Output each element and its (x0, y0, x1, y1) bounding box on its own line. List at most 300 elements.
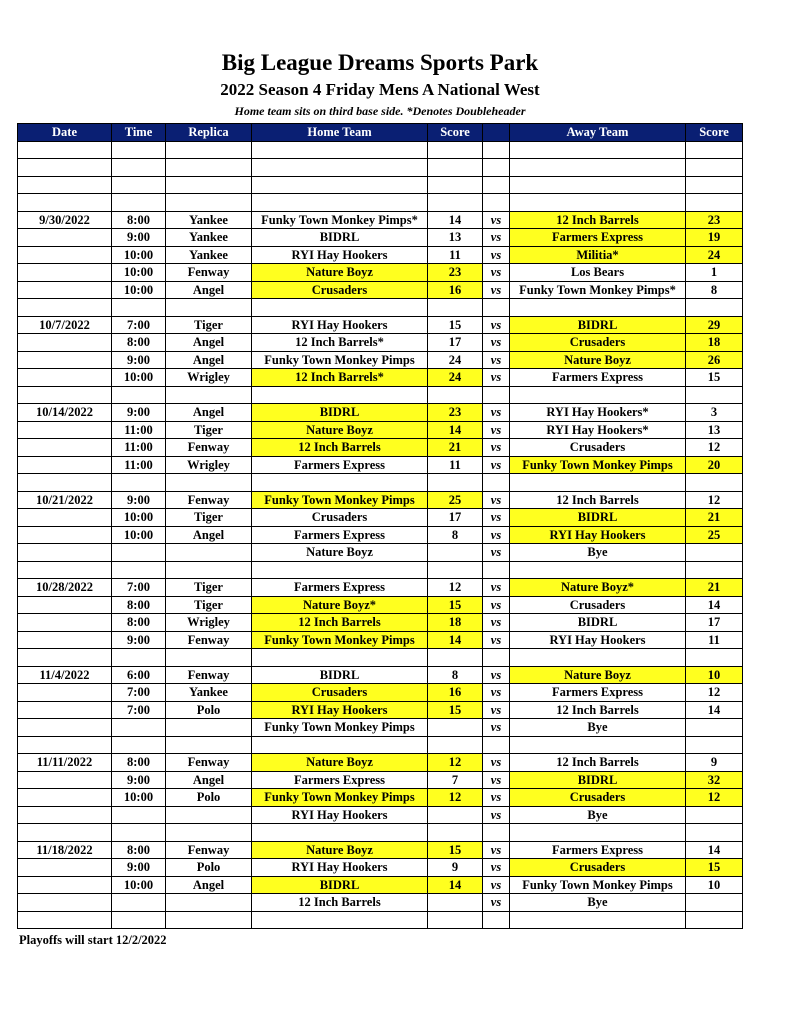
field-cell (166, 544, 252, 562)
field-cell (166, 806, 252, 824)
away-team-cell: Crusaders (510, 596, 686, 614)
home-score-cell: 11 (428, 456, 483, 474)
vs-cell: vs (483, 579, 510, 597)
field-cell: Polo (166, 859, 252, 877)
home-score-cell: 14 (428, 211, 483, 229)
separator-cell (252, 736, 428, 754)
separator-cell (112, 911, 166, 929)
away-team-cell: 12 Inch Barrels (510, 491, 686, 509)
vs-cell: vs (483, 351, 510, 369)
separator-cell (510, 474, 686, 492)
date-cell (18, 614, 112, 632)
away-team-cell: RYI Hay Hookers* (510, 421, 686, 439)
home-score-cell: 24 (428, 351, 483, 369)
vs-cell: vs (483, 631, 510, 649)
home-team-cell: RYI Hay Hookers (252, 701, 428, 719)
game-row (18, 684, 743, 702)
away-team-cell: RYI Hay Hookers (510, 631, 686, 649)
home-score-cell: 12 (428, 789, 483, 807)
home-score-cell: 12 (428, 579, 483, 597)
week-separator (18, 824, 743, 842)
field-cell (166, 719, 252, 737)
field-cell: Tiger (166, 316, 252, 334)
separator-cell (510, 736, 686, 754)
field-cell: Yankee (166, 684, 252, 702)
away-team-cell: RYI Hay Hookers* (510, 404, 686, 422)
separator-cell (112, 736, 166, 754)
separator-cell (510, 824, 686, 842)
date-cell (18, 334, 112, 352)
col-header-time: Time (112, 124, 166, 142)
away-team-cell: Nature Boyz (510, 666, 686, 684)
game-row (18, 351, 743, 369)
separator-cell (252, 561, 428, 579)
time-cell: 7:00 (112, 316, 166, 334)
home-team-cell: Farmers Express (252, 526, 428, 544)
separator-cell (166, 194, 252, 212)
field-cell: Fenway (166, 754, 252, 772)
home-team-cell: BIDRL (252, 229, 428, 247)
date-cell (18, 771, 112, 789)
home-score-cell: 8 (428, 526, 483, 544)
separator-cell (18, 299, 112, 317)
game-row (18, 719, 743, 737)
away-team-cell: 12 Inch Barrels (510, 211, 686, 229)
game-row (18, 579, 743, 597)
away-score-cell: 21 (686, 509, 743, 527)
home-score-cell: 9 (428, 859, 483, 877)
away-team-cell: BIDRL (510, 771, 686, 789)
empty-cell (166, 176, 252, 194)
separator-cell (18, 911, 112, 929)
home-team-cell: Nature Boyz (252, 264, 428, 282)
game-row (18, 456, 743, 474)
away-team-cell: Militia* (510, 246, 686, 264)
home-score-cell (428, 544, 483, 562)
date-cell (18, 369, 112, 387)
away-team-cell: Bye (510, 544, 686, 562)
away-score-cell: 9 (686, 754, 743, 772)
away-team-cell: Crusaders (510, 334, 686, 352)
separator-cell (428, 824, 483, 842)
field-cell: Fenway (166, 264, 252, 282)
date-cell (18, 509, 112, 527)
date-cell (18, 264, 112, 282)
separator-cell (483, 474, 510, 492)
date-cell: 10/21/2022 (18, 491, 112, 509)
game-row (18, 229, 743, 247)
page-title: Big League Dreams Sports Park (221, 50, 539, 75)
home-score-cell: 17 (428, 334, 483, 352)
time-cell: 7:00 (112, 579, 166, 597)
game-row (18, 789, 743, 807)
empty-cell (483, 159, 510, 177)
home-score-cell: 23 (428, 264, 483, 282)
separator-cell (252, 386, 428, 404)
vs-cell: vs (483, 666, 510, 684)
away-team-cell: Funky Town Monkey Pimps (510, 456, 686, 474)
separator-cell (686, 474, 743, 492)
field-cell: Fenway (166, 666, 252, 684)
col-header-vs (483, 124, 510, 142)
separator-cell (686, 386, 743, 404)
away-team-cell: Bye (510, 894, 686, 912)
home-team-cell: Farmers Express (252, 579, 428, 597)
separator-cell (428, 299, 483, 317)
game-row (18, 526, 743, 544)
vs-cell: vs (483, 719, 510, 737)
page-note: Home team sits on third base side. *Denotes Doubleheader (234, 104, 526, 118)
away-score-cell: 13 (686, 421, 743, 439)
away-score-cell (686, 806, 743, 824)
field-cell: Angel (166, 334, 252, 352)
home-score-cell (428, 806, 483, 824)
separator-cell (166, 824, 252, 842)
field-cell: Angel (166, 876, 252, 894)
away-score-cell: 20 (686, 456, 743, 474)
date-cell (18, 456, 112, 474)
away-team-cell: Farmers Express (510, 229, 686, 247)
field-cell: Wrigley (166, 456, 252, 474)
away-score-cell: 26 (686, 351, 743, 369)
time-cell: 9:00 (112, 404, 166, 422)
home-team-cell: Funky Town Monkey Pimps* (252, 211, 428, 229)
date-cell (18, 246, 112, 264)
blank-row (18, 141, 743, 159)
separator-cell (252, 474, 428, 492)
away-team-cell: Crusaders (510, 859, 686, 877)
away-score-cell: 18 (686, 334, 743, 352)
time-cell (112, 544, 166, 562)
field-cell: Angel (166, 351, 252, 369)
separator-cell (18, 194, 112, 212)
vs-cell: vs (483, 894, 510, 912)
empty-cell (686, 141, 743, 159)
date-cell (18, 631, 112, 649)
date-cell (18, 229, 112, 247)
home-score-cell: 14 (428, 876, 483, 894)
playoffs-note: Playoffs will start 12/2/2022 (19, 933, 167, 947)
separator-cell (252, 911, 428, 929)
away-team-cell: Nature Boyz* (510, 579, 686, 597)
away-team-cell: Farmers Express (510, 369, 686, 387)
time-cell: 7:00 (112, 701, 166, 719)
game-row (18, 876, 743, 894)
date-cell: 10/7/2022 (18, 316, 112, 334)
time-cell: 6:00 (112, 666, 166, 684)
home-score-cell (428, 719, 483, 737)
date-cell (18, 421, 112, 439)
vs-cell: vs (483, 369, 510, 387)
vs-cell: vs (483, 229, 510, 247)
away-score-cell: 14 (686, 841, 743, 859)
separator-cell (18, 649, 112, 667)
separator-cell (428, 736, 483, 754)
game-row (18, 404, 743, 422)
date-cell (18, 876, 112, 894)
away-score-cell: 10 (686, 876, 743, 894)
empty-cell (428, 141, 483, 159)
time-cell: 8:00 (112, 211, 166, 229)
vs-cell: vs (483, 789, 510, 807)
game-row (18, 421, 743, 439)
time-cell: 8:00 (112, 754, 166, 772)
away-score-cell: 8 (686, 281, 743, 299)
away-score-cell: 12 (686, 684, 743, 702)
separator-cell (686, 649, 743, 667)
empty-cell (166, 159, 252, 177)
time-cell: 9:00 (112, 859, 166, 877)
home-team-cell: Crusaders (252, 281, 428, 299)
field-cell: Angel (166, 404, 252, 422)
separator-cell (428, 561, 483, 579)
empty-cell (252, 141, 428, 159)
away-team-cell: Funky Town Monkey Pimps (510, 876, 686, 894)
away-team-cell: Los Bears (510, 264, 686, 282)
field-cell: Angel (166, 771, 252, 789)
away-score-cell: 12 (686, 789, 743, 807)
away-team-cell: RYI Hay Hookers (510, 526, 686, 544)
date-cell (18, 351, 112, 369)
home-score-cell: 14 (428, 421, 483, 439)
time-cell: 9:00 (112, 229, 166, 247)
date-cell (18, 596, 112, 614)
separator-cell (510, 194, 686, 212)
time-cell: 9:00 (112, 631, 166, 649)
separator-cell (18, 824, 112, 842)
time-cell: 10:00 (112, 526, 166, 544)
field-cell: Polo (166, 789, 252, 807)
separator-cell (166, 474, 252, 492)
home-team-cell: RYI Hay Hookers (252, 246, 428, 264)
empty-cell (686, 159, 743, 177)
home-team-cell: Funky Town Monkey Pimps (252, 719, 428, 737)
separator-cell (428, 194, 483, 212)
away-team-cell: 12 Inch Barrels (510, 701, 686, 719)
header-row (18, 124, 743, 142)
game-row (18, 264, 743, 282)
separator-cell (112, 474, 166, 492)
separator-cell (18, 474, 112, 492)
time-cell (112, 719, 166, 737)
away-team-cell: Funky Town Monkey Pimps* (510, 281, 686, 299)
away-team-cell: Crusaders (510, 789, 686, 807)
empty-cell (252, 159, 428, 177)
date-cell (18, 859, 112, 877)
empty-cell (483, 176, 510, 194)
separator-cell (428, 474, 483, 492)
game-row (18, 666, 743, 684)
date-cell (18, 806, 112, 824)
game-row (18, 859, 743, 877)
separator-cell (112, 386, 166, 404)
home-score-cell: 16 (428, 684, 483, 702)
home-score-cell: 8 (428, 666, 483, 684)
home-score-cell: 13 (428, 229, 483, 247)
vs-cell: vs (483, 614, 510, 632)
field-cell: Angel (166, 281, 252, 299)
separator-cell (686, 194, 743, 212)
home-team-cell: Farmers Express (252, 456, 428, 474)
field-cell: Yankee (166, 229, 252, 247)
game-row (18, 631, 743, 649)
time-cell: 9:00 (112, 351, 166, 369)
away-team-cell: Farmers Express (510, 684, 686, 702)
away-score-cell: 17 (686, 614, 743, 632)
home-score-cell: 7 (428, 771, 483, 789)
field-cell: Angel (166, 526, 252, 544)
home-score-cell: 14 (428, 631, 483, 649)
game-row (18, 894, 743, 912)
away-score-cell: 32 (686, 771, 743, 789)
away-score-cell: 14 (686, 596, 743, 614)
date-cell (18, 544, 112, 562)
time-cell: 11:00 (112, 456, 166, 474)
separator-cell (686, 911, 743, 929)
date-cell (18, 701, 112, 719)
week-separator (18, 649, 743, 667)
game-row (18, 701, 743, 719)
schedule-table (17, 123, 743, 929)
separator-cell (166, 299, 252, 317)
game-row (18, 754, 743, 772)
week-separator (18, 736, 743, 754)
vs-cell: vs (483, 596, 510, 614)
time-cell (112, 894, 166, 912)
away-score-cell: 19 (686, 229, 743, 247)
vs-cell: vs (483, 806, 510, 824)
away-score-cell (686, 719, 743, 737)
week-separator (18, 911, 743, 929)
vs-cell: vs (483, 509, 510, 527)
home-team-cell: Funky Town Monkey Pimps (252, 351, 428, 369)
col-header-away-team: Away Team (510, 124, 686, 142)
schedule-body (18, 141, 743, 929)
empty-cell (510, 141, 686, 159)
game-row (18, 806, 743, 824)
separator-cell (428, 649, 483, 667)
empty-cell (18, 141, 112, 159)
home-score-cell: 15 (428, 841, 483, 859)
time-cell: 8:00 (112, 614, 166, 632)
date-cell (18, 281, 112, 299)
field-cell: Fenway (166, 631, 252, 649)
field-cell: Tiger (166, 579, 252, 597)
separator-cell (483, 911, 510, 929)
separator-cell (252, 824, 428, 842)
home-team-cell: Crusaders (252, 684, 428, 702)
field-cell: Wrigley (166, 614, 252, 632)
date-cell: 11/18/2022 (18, 841, 112, 859)
home-team-cell: Farmers Express (252, 771, 428, 789)
vs-cell: vs (483, 859, 510, 877)
separator-cell (252, 194, 428, 212)
field-cell: Polo (166, 701, 252, 719)
empty-cell (166, 141, 252, 159)
time-cell: 10:00 (112, 789, 166, 807)
game-row (18, 369, 743, 387)
empty-cell (686, 176, 743, 194)
date-cell: 10/14/2022 (18, 404, 112, 422)
home-score-cell: 18 (428, 614, 483, 632)
separator-cell (510, 386, 686, 404)
away-score-cell: 14 (686, 701, 743, 719)
empty-cell (112, 141, 166, 159)
vs-cell: vs (483, 316, 510, 334)
empty-cell (510, 176, 686, 194)
home-team-cell: 12 Inch Barrels* (252, 369, 428, 387)
game-row (18, 334, 743, 352)
time-cell: 7:00 (112, 684, 166, 702)
away-team-cell: Bye (510, 719, 686, 737)
time-cell: 10:00 (112, 876, 166, 894)
field-cell (166, 894, 252, 912)
separator-cell (510, 649, 686, 667)
vs-cell: vs (483, 754, 510, 772)
home-score-cell: 11 (428, 246, 483, 264)
game-row (18, 439, 743, 457)
away-team-cell: BIDRL (510, 509, 686, 527)
empty-cell (18, 176, 112, 194)
separator-cell (483, 561, 510, 579)
col-header-date: Date (18, 124, 112, 142)
home-team-cell: BIDRL (252, 876, 428, 894)
vs-cell: vs (483, 544, 510, 562)
separator-cell (483, 194, 510, 212)
away-score-cell: 15 (686, 369, 743, 387)
home-score-cell: 15 (428, 701, 483, 719)
home-score-cell: 12 (428, 754, 483, 772)
away-score-cell: 15 (686, 859, 743, 877)
empty-cell (252, 176, 428, 194)
game-row (18, 596, 743, 614)
separator-cell (428, 386, 483, 404)
away-team-cell: Crusaders (510, 439, 686, 457)
week-separator (18, 194, 743, 212)
away-score-cell: 21 (686, 579, 743, 597)
col-header-away-score: Score (686, 124, 743, 142)
away-score-cell (686, 894, 743, 912)
home-team-cell: BIDRL (252, 404, 428, 422)
separator-cell (510, 911, 686, 929)
home-score-cell: 23 (428, 404, 483, 422)
field-cell: Wrigley (166, 369, 252, 387)
away-team-cell: Farmers Express (510, 841, 686, 859)
time-cell: 11:00 (112, 421, 166, 439)
separator-cell (18, 561, 112, 579)
separator-cell (112, 824, 166, 842)
away-score-cell: 3 (686, 404, 743, 422)
separator-cell (686, 299, 743, 317)
separator-cell (112, 299, 166, 317)
separator-cell (166, 911, 252, 929)
time-cell: 8:00 (112, 334, 166, 352)
separator-cell (483, 386, 510, 404)
vs-cell: vs (483, 841, 510, 859)
game-row (18, 841, 743, 859)
empty-cell (18, 159, 112, 177)
away-score-cell: 24 (686, 246, 743, 264)
away-score-cell: 25 (686, 526, 743, 544)
home-score-cell: 25 (428, 491, 483, 509)
game-row (18, 246, 743, 264)
separator-cell (18, 736, 112, 754)
home-score-cell: 17 (428, 509, 483, 527)
separator-cell (166, 736, 252, 754)
home-team-cell: Funky Town Monkey Pimps (252, 789, 428, 807)
week-separator (18, 386, 743, 404)
date-cell (18, 719, 112, 737)
